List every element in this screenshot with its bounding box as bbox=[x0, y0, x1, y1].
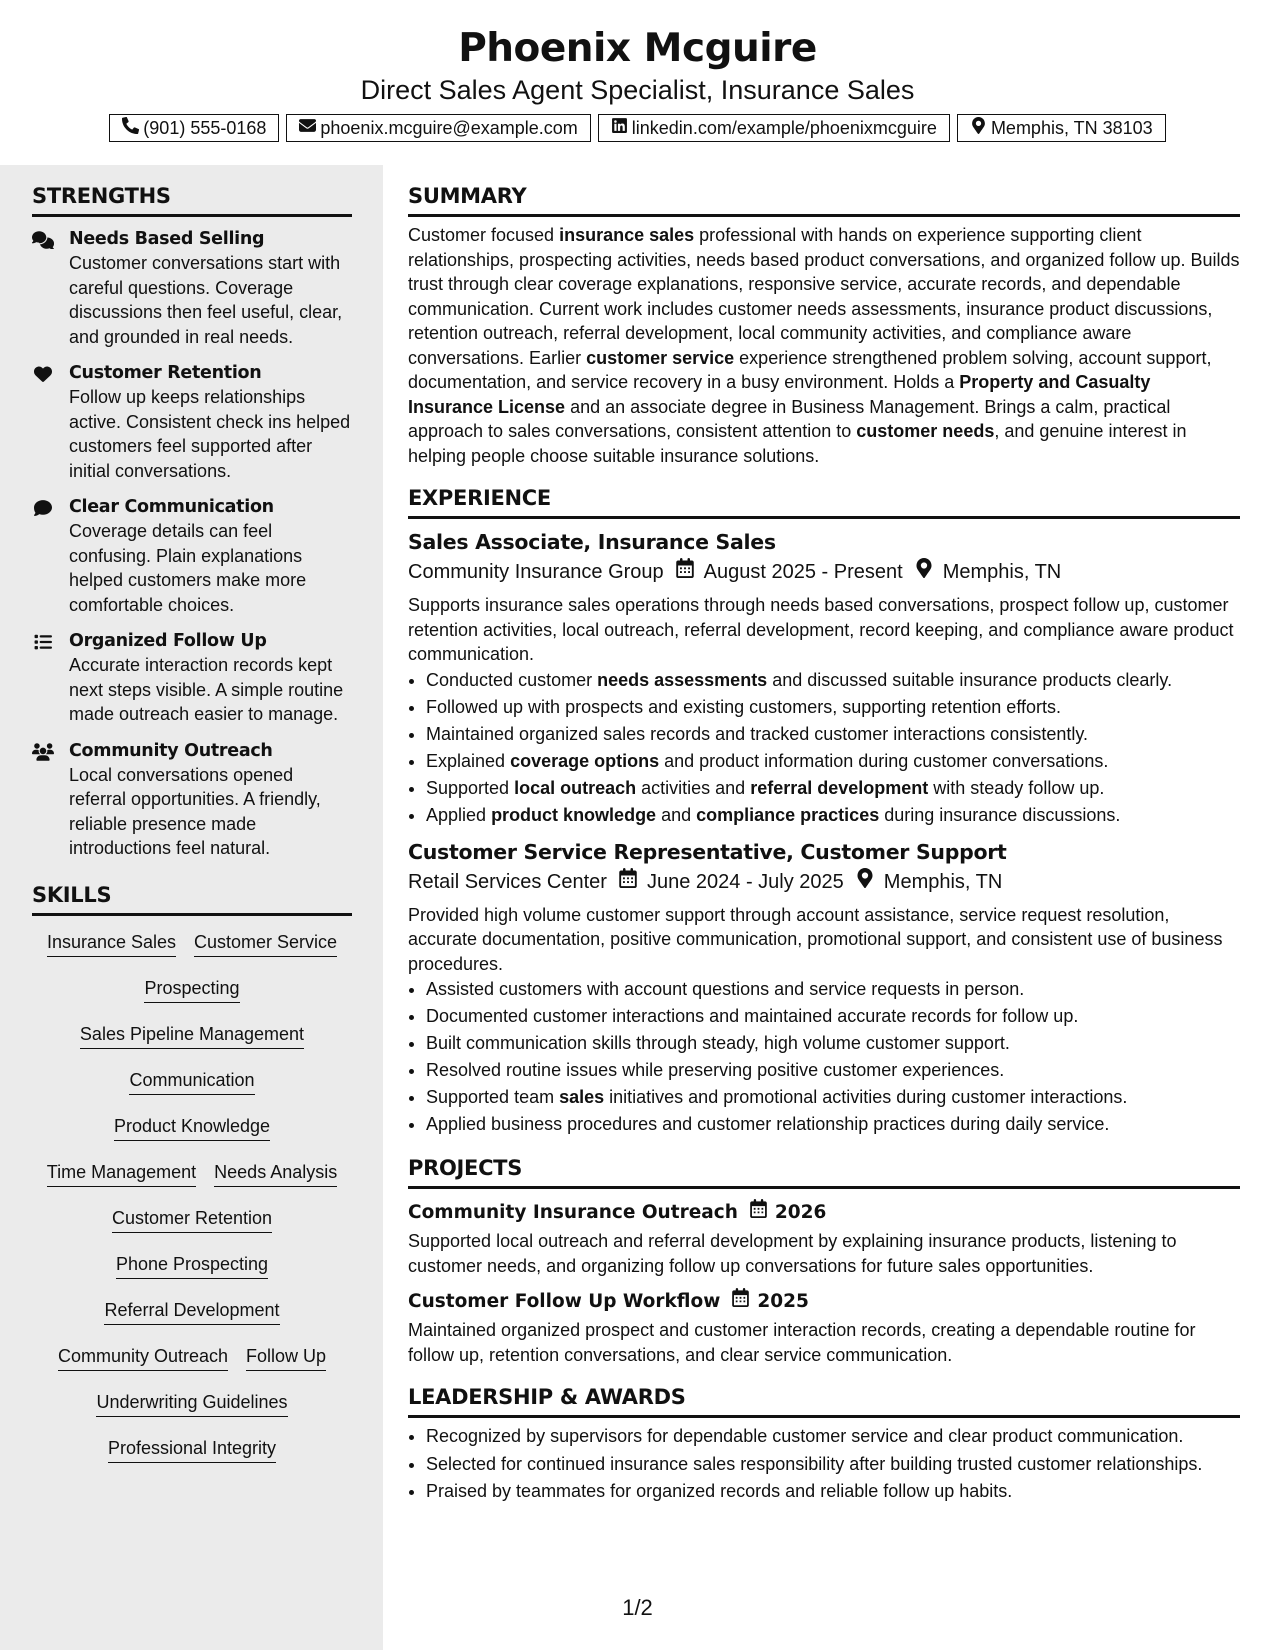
strengths-list bbox=[32, 227, 352, 861]
job-location: Memphis, TN bbox=[942, 561, 1062, 583]
job-bullet: • Assisted customers with account questions and service requests in person. bbox=[426, 976, 1240, 1003]
skill-tag: Community Outreach bbox=[58, 1344, 228, 1371]
project-title: Customer Follow Up Workflow bbox=[408, 1291, 721, 1312]
job-bullet: • Resolved routine issues while preserving positive customer experiences. bbox=[426, 1057, 1240, 1084]
award-item: • Recognized by supervisors for dependable customer service and clear product communication. bbox=[426, 1424, 1240, 1449]
phone-icon bbox=[122, 117, 139, 139]
skill-tag: Phone Prospecting bbox=[116, 1252, 268, 1279]
summary-text: Customer focused insurance sales professional with hands on experience supporting client relationships, prospecting activities, needs based product conversations, and organized follow up. Builds trust through clear coverage explanations, responsive service, accurate records, and dependable communication. Current work includes customer needs assessments, insurance product discussions, retention outreach, referral development, local community activities, and compliance aware conversations. Earlier customer service experience strengthened problem solving, account support, documentation, and service recovery in a busy environment. Holds a Property and Casualty Insurance License and an associate degree in Business Management. Brings a calm, practical approach to sales conversations, consistent attention to customer needs, and genuine interest in helping people choose suitable insurance solutions. bbox=[408, 225, 1240, 466]
calendar-icon bbox=[664, 557, 704, 587]
page-number: 1/2 bbox=[622, 1595, 653, 1620]
contact-linkedin-text: linkedin.com/example/phoenixmcguire bbox=[631, 117, 937, 138]
comment-icon bbox=[32, 495, 69, 617]
contact-location-text: Memphis, TN 38103 bbox=[990, 117, 1153, 138]
skill-tag: Communication bbox=[129, 1068, 254, 1095]
job-title: Customer Service Representative, Customer Support bbox=[408, 839, 1007, 864]
strength-title: Customer Retention bbox=[69, 363, 262, 383]
contact-phone[interactable] bbox=[109, 114, 279, 142]
calendar-icon bbox=[738, 1199, 775, 1227]
sidebar bbox=[32, 180, 352, 1463]
projects-heading: PROJECTS bbox=[408, 1152, 1240, 1189]
strength-item bbox=[32, 227, 352, 349]
project-desc: Maintained organized prospect and customer interaction records, creating a dependable routine for follow up, retention conversations, and clear service communication. bbox=[408, 1320, 1196, 1365]
contact-linkedin[interactable] bbox=[598, 114, 950, 142]
skill-tag: Underwriting Guidelines bbox=[96, 1390, 287, 1417]
job-location: Memphis, TN bbox=[883, 870, 1003, 893]
contact-phone-text: (901) 555-0168 bbox=[143, 117, 267, 138]
envelope-icon bbox=[299, 117, 316, 139]
map-pin-icon bbox=[915, 557, 943, 587]
job-meta bbox=[408, 557, 1240, 587]
contact-bar bbox=[0, 114, 1275, 142]
project-entry bbox=[408, 1288, 1240, 1367]
job-bullets bbox=[408, 667, 1240, 829]
job-bullet: • Conducted customer needs assessments and discussed suitable insurance products clearly. bbox=[426, 667, 1240, 694]
job-dates: June 2024 - July 2025 bbox=[646, 870, 844, 893]
skill-tag: Insurance Sales bbox=[47, 930, 176, 957]
job-company: Community Insurance Group bbox=[408, 561, 664, 583]
project-title: Community Insurance Outreach bbox=[408, 1202, 738, 1223]
job-company: Retail Services Center bbox=[408, 870, 607, 893]
project-year: 2025 bbox=[757, 1291, 809, 1312]
job-entry bbox=[408, 837, 1240, 1139]
linkedin-icon bbox=[611, 117, 628, 139]
list-icon bbox=[32, 629, 69, 727]
contact-location bbox=[957, 114, 1166, 142]
project-title-row bbox=[408, 1288, 1240, 1316]
strength-desc: Coverage details can feel confusing. Plain explanations helped customers make more comfortable choices. bbox=[69, 521, 307, 615]
project-year: 2026 bbox=[774, 1202, 827, 1223]
contact-email[interactable] bbox=[286, 114, 590, 142]
candidate-name: Phoenix Mcguire bbox=[458, 26, 817, 71]
strength-desc: Follow up keeps relationships active. Consistent check ins helped customers feel supported after initial conversations. bbox=[69, 387, 351, 481]
users-icon bbox=[32, 739, 69, 861]
heart-icon bbox=[32, 361, 69, 483]
job-bullet: • Maintained organized sales records and tracked customer interactions consistently. bbox=[426, 721, 1240, 748]
skill-tag: Time Management bbox=[47, 1160, 196, 1187]
strength-title: Clear Communication bbox=[69, 497, 274, 517]
skill-tag: Prospecting bbox=[144, 976, 239, 1003]
job-description: Provided high volume customer support through account assistance, service request resolution, accurate documentation, positive communication, promotional support, and consistent use of business procedures. bbox=[408, 904, 1223, 974]
project-title-row bbox=[408, 1199, 1240, 1227]
job-description: Supports insurance sales operations through needs based conversations, prospect follow up, customer retention activities, local outreach, referral development, record keeping, and compliance aware product communication. bbox=[408, 595, 1234, 664]
award-item: • Praised by teammates for organized records and reliable follow up habits. bbox=[426, 1479, 1240, 1504]
strength-title: Needs Based Selling bbox=[69, 229, 265, 249]
award-item: • Selected for continued insurance sales responsibility after building trusted customer relationships. bbox=[426, 1452, 1240, 1477]
strength-title: Organized Follow Up bbox=[69, 631, 267, 651]
job-dates: August 2025 - Present bbox=[703, 561, 903, 583]
job-bullet: • Explained coverage options and product information during customer conversations. bbox=[426, 748, 1240, 775]
experience-heading: EXPERIENCE bbox=[408, 482, 1240, 519]
skills-heading: SKILLS bbox=[32, 879, 352, 916]
candidate-title: Direct Sales Agent Specialist, Insurance Sales bbox=[360, 75, 915, 105]
skill-tag: Sales Pipeline Management bbox=[80, 1022, 304, 1049]
skill-tag: Customer Service bbox=[194, 930, 337, 957]
job-bullet: • Documented customer interactions and maintained accurate records for follow up. bbox=[426, 1003, 1240, 1030]
project-desc: Supported local outreach and referral development by explaining insurance products, listening to customer needs, and organizing follow up conversations for future sales opportunities. bbox=[408, 1231, 1177, 1276]
project-entry bbox=[408, 1199, 1240, 1278]
skill-tag: Professional Integrity bbox=[108, 1436, 276, 1463]
leadership-list bbox=[408, 1424, 1240, 1504]
job-bullet: • Followed up with prospects and existing customers, supporting retention efforts. bbox=[426, 694, 1240, 721]
job-bullets bbox=[408, 976, 1240, 1138]
skills-list bbox=[32, 930, 352, 1463]
job-bullet: • Supported team sales initiatives and promotional activities during customer interactions. bbox=[426, 1084, 1240, 1111]
strength-item bbox=[32, 629, 352, 727]
skill-tag: Needs Analysis bbox=[214, 1160, 337, 1187]
summary-heading: SUMMARY bbox=[408, 180, 1240, 217]
job-title: Sales Associate, Insurance Sales bbox=[408, 530, 776, 554]
leadership-heading: LEADERSHIP & AWARDS bbox=[408, 1381, 1240, 1418]
map-pin-icon bbox=[856, 867, 884, 897]
job-bullet: • Applied product knowledge and compliance practices during insurance discussions. bbox=[426, 802, 1240, 829]
strengths-heading: STRENGTHS bbox=[32, 180, 352, 217]
skill-tag: Follow Up bbox=[246, 1344, 326, 1371]
skill-tag: Product Knowledge bbox=[114, 1114, 270, 1141]
strength-item bbox=[32, 495, 352, 617]
skill-tag: Referral Development bbox=[104, 1298, 279, 1325]
contact-email-text: phoenix.mcguire@example.com bbox=[320, 117, 578, 138]
strength-desc: Local conversations opened referral opportunities. A friendly, reliable presence made introductions feel natural. bbox=[69, 764, 321, 858]
job-bullet: • Applied business procedures and customer relationship practices during daily service. bbox=[426, 1111, 1240, 1138]
main-content bbox=[408, 180, 1240, 1504]
skill-tag: Customer Retention bbox=[112, 1206, 272, 1233]
job-bullet: • Supported local outreach activities and referral development with steady follow up. bbox=[426, 775, 1240, 802]
strength-desc: Customer conversations start with careful questions. Coverage discussions then feel useful, clear, and grounded in real needs. bbox=[69, 253, 343, 347]
resume-header bbox=[0, 0, 1275, 142]
job-bullet: • Built communication skills through steady, high volume customer support. bbox=[426, 1030, 1240, 1057]
job-meta bbox=[408, 867, 1240, 897]
calendar-icon bbox=[720, 1288, 757, 1316]
job-entry bbox=[408, 527, 1240, 829]
map-pin-icon bbox=[970, 117, 987, 139]
strength-desc: Accurate interaction records kept next steps visible. A simple routine made outreach easier to manage. bbox=[69, 655, 344, 724]
strength-item bbox=[32, 361, 352, 483]
strength-item bbox=[32, 739, 352, 861]
comments-icon bbox=[32, 227, 69, 349]
calendar-icon bbox=[607, 867, 647, 897]
strength-title: Community Outreach bbox=[69, 740, 273, 761]
